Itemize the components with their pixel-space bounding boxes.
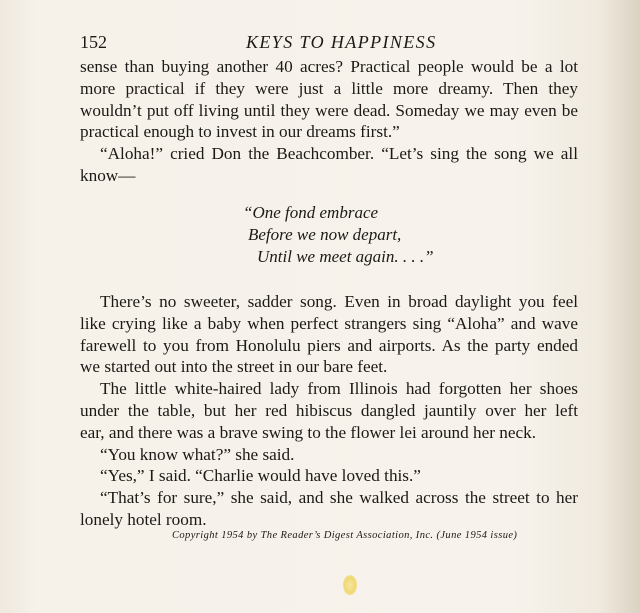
text-line: under the table, but her red hibiscus dangled jauntily over her left	[80, 400, 578, 420]
text-line: more practical if they were just a little more dreamy. Then they	[80, 78, 578, 98]
text-line: farewell to you from Honolulu piers and airports. As the party ended	[80, 335, 578, 355]
paragraph-2	[80, 143, 578, 187]
verse-line: “One fond embrace	[243, 203, 379, 222]
copyright-notice: Copyright 1954 by The Reader’s Digest Association, Inc. (June 1954 issue)	[172, 530, 518, 541]
page-number: 152	[80, 32, 107, 52]
text-line: like crying like a baby when perfect strangers sing “Aloha” and wave	[80, 313, 578, 333]
song-verse	[243, 202, 434, 268]
paragraph-4	[80, 378, 578, 443]
text-line: ear, and there was a brave swing to the flower lei around her neck.	[80, 422, 537, 442]
text-line: practical enough to invest in our dreams first.”	[80, 122, 400, 142]
text-line: know—	[80, 165, 136, 185]
paragraph-3	[80, 291, 578, 378]
text-line: “That’s for sure,” she said, and she walked across the street to her	[100, 488, 578, 508]
spine-shadow	[600, 0, 640, 613]
body-text-bottom	[80, 291, 578, 531]
text-line: wouldn’t put off living until they were dead. Someday we may even be	[80, 100, 578, 120]
paragraph-1	[80, 56, 578, 143]
paragraph-5	[80, 444, 578, 466]
running-title: KEYS TO HAPPINESS	[246, 32, 437, 52]
text-line: The little white-haired lady from Illinois had forgotten her shoes	[100, 379, 578, 399]
text-line: we started out into the street in our bare feet.	[80, 357, 388, 377]
page-ornament	[343, 575, 357, 595]
text-line: lonely hotel room.	[80, 509, 207, 529]
text-line: There’s no sweeter, sadder song. Even in broad daylight you feel	[100, 292, 578, 311]
page-header	[80, 32, 580, 54]
verse-line: Until we meet again. . . .”	[257, 247, 434, 266]
paragraph-6	[80, 465, 578, 487]
body-text-top	[80, 56, 578, 187]
text-line: “Aloha!” cried Don the Beachcomber. “Let’s sing the song we all	[100, 144, 578, 164]
verse-line: Before we now depart,	[248, 225, 402, 244]
paragraph-7	[80, 487, 578, 531]
text-line: sense than buying another 40 acres? Practical people would be a lot	[80, 57, 578, 76]
text-line: “You know what?” she said.	[100, 444, 295, 464]
text-line: “Yes,” I said. “Charlie would have loved this.”	[100, 466, 421, 486]
